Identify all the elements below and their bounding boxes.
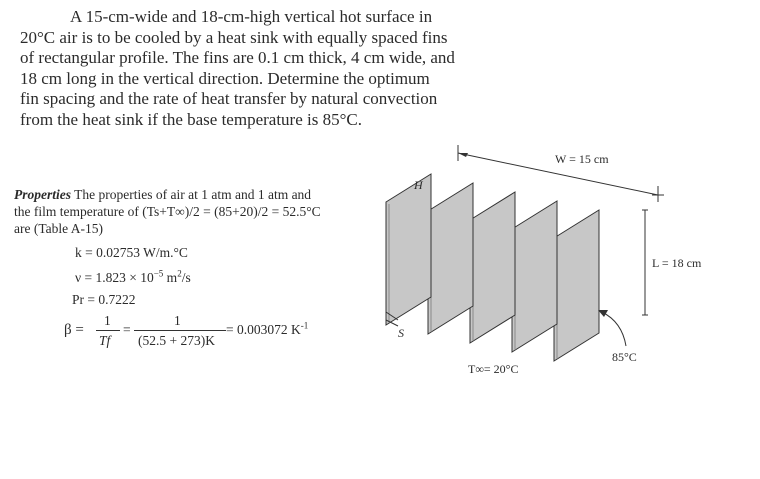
equation-nu: $\nu = 1.823 \times 10^{-5}$ $m^2/s$ [75,268,191,285]
problem-line: A 15-cm-wide and 18-cm-high vertical hot surface in [70,7,433,26]
properties-heading: Properties [14,187,71,202]
label-base-temperature: 85°C [612,350,637,364]
label-h: H [414,178,423,192]
beta-numerator-1: 1 [104,313,111,328]
beta-denominator-1: Tf [99,333,111,348]
equation-k: k = 0.02753 W/m.°C [75,245,188,260]
base-arrow [598,310,626,346]
properties-text: The properties of air at 1 atm and 1 atm and [74,187,312,202]
problem-line: 20°C air is to be cooled by a heat sink with equally spaced fins [20,27,448,47]
fin [512,201,557,352]
label-w: W = 15 cm [555,152,609,166]
fins-group [386,174,599,361]
beta-numerator-2: 1 [174,313,181,328]
fin [554,210,599,361]
beta-result: = 0.003072 $K^{-1}$ [226,320,309,337]
fin [428,183,473,334]
heat-sink-diagram [380,140,720,395]
beta-symbol: β = [64,322,84,338]
dimension-l [642,210,648,315]
fraction-bar [134,330,226,331]
beta-equals: = [123,322,131,337]
properties-text: are (Table A-15) [14,221,104,236]
label-ambient-temperature: T∞= 20°C [468,362,519,376]
problem-line: of rectangular profile. The fins are 0.1 cm thick, 4 cm wide, and [20,48,455,67]
problem-statement [20,7,460,130]
label-l: L = 18 cm [652,256,702,270]
equation-pr: Pr = 0.7222 [72,292,136,307]
problem-line: 18 cm long in the vertical direction. Determine the optimum [20,68,430,88]
problem-line: from the heat sink if the base temperature is 85°C. [20,109,362,129]
fraction-bar [96,330,120,331]
label-s: S [398,326,404,340]
properties-section [14,186,359,237]
beta-denominator-2: (52.5 + 273)K [138,333,215,348]
properties-text: the film temperature of (Ts+T∞)/2 = (85+20)/2 = 52.5°C [14,204,321,219]
fin [470,192,515,343]
problem-line: fin spacing and the rate of heat transfer by natural convection [20,89,438,108]
fin [386,174,431,325]
